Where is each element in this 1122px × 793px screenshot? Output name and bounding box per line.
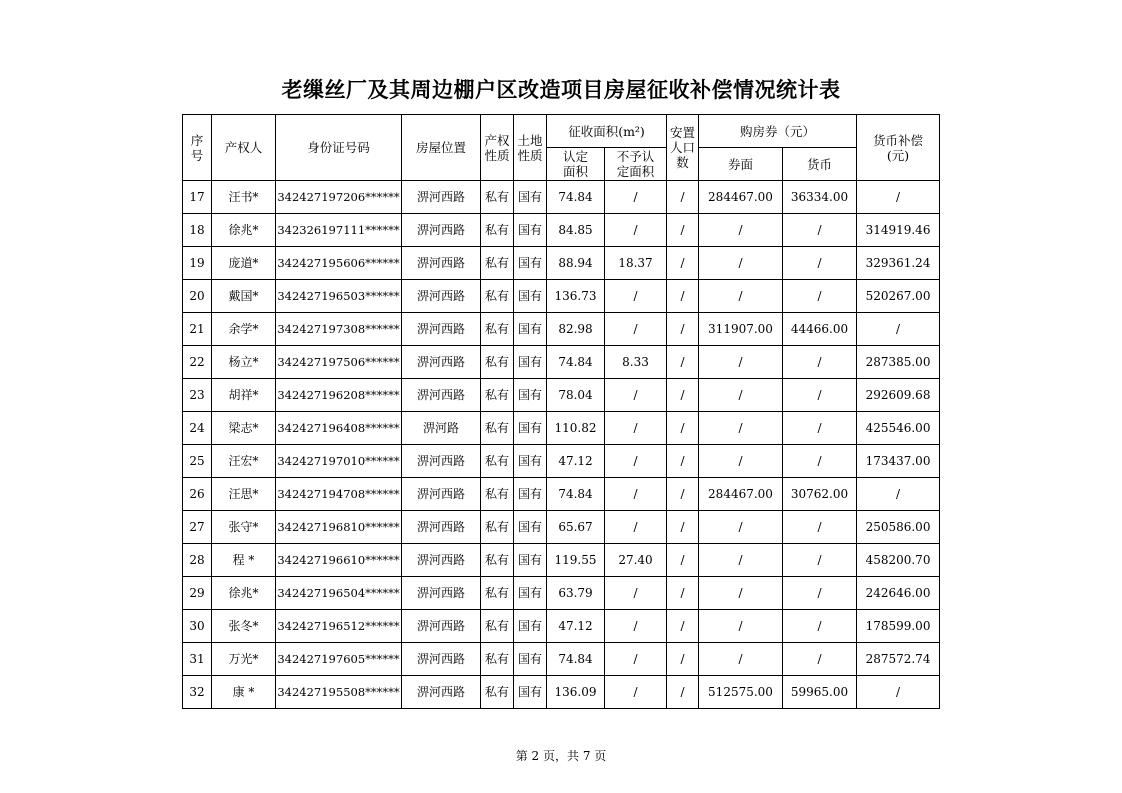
cell-id-number: 342427196503****** (276, 280, 402, 313)
cell-id-number: 342427197506****** (276, 346, 402, 379)
table-row (183, 214, 940, 247)
table-row (183, 643, 940, 676)
cell-location: 淠河路 (402, 412, 481, 445)
cell-location: 淠河西路 (402, 445, 481, 478)
cell-property-nature: 私有 (481, 247, 514, 280)
cell-voucher-cash: / (783, 445, 857, 478)
cell-voucher-face: / (699, 214, 783, 247)
cell-id-number: 342427194708****** (276, 478, 402, 511)
cell-seq: 28 (183, 544, 212, 577)
cell-area-uncertified: 27.40 (605, 544, 667, 577)
cell-voucher-face: / (699, 511, 783, 544)
cell-id-number: 342427196504****** (276, 577, 402, 610)
header-owner: 产权人 (212, 115, 276, 181)
cell-voucher-face: 512575.00 (699, 676, 783, 709)
cell-area-uncertified: / (605, 577, 667, 610)
header-area-uncertified: 不予认定面积 (605, 148, 667, 181)
cell-area-uncertified: / (605, 643, 667, 676)
table-row (183, 412, 940, 445)
cell-monetary-comp: 314919.46 (857, 214, 940, 247)
cell-resettled-people: / (667, 676, 699, 709)
cell-resettled-people: / (667, 247, 699, 280)
cell-resettled-people: / (667, 412, 699, 445)
cell-area-certified: 74.84 (547, 346, 605, 379)
cell-property-nature: 私有 (481, 610, 514, 643)
cell-land-nature: 国有 (514, 313, 547, 346)
cell-location: 淠河西路 (402, 181, 481, 214)
cell-id-number: 342427197010****** (276, 445, 402, 478)
cell-land-nature: 国有 (514, 280, 547, 313)
table-row (183, 676, 940, 709)
cell-location: 淠河西路 (402, 610, 481, 643)
cell-monetary-comp: / (857, 478, 940, 511)
cell-property-nature: 私有 (481, 676, 514, 709)
cell-resettled-people: / (667, 181, 699, 214)
cell-seq: 20 (183, 280, 212, 313)
cell-id-number: 342427196810****** (276, 511, 402, 544)
cell-land-nature: 国有 (514, 247, 547, 280)
cell-id-number: 342427197605****** (276, 643, 402, 676)
cell-voucher-face: / (699, 379, 783, 412)
cell-resettled-people: / (667, 346, 699, 379)
cell-owner: 梁志* (212, 412, 276, 445)
header-seq: 序号 (183, 115, 212, 181)
cell-owner: 胡祥* (212, 379, 276, 412)
cell-location: 淠河西路 (402, 280, 481, 313)
cell-voucher-face: / (699, 247, 783, 280)
cell-voucher-cash: / (783, 544, 857, 577)
cell-id-number: 342427196512****** (276, 610, 402, 643)
cell-area-certified: 84.85 (547, 214, 605, 247)
cell-id-number: 342427195508****** (276, 676, 402, 709)
cell-seq: 31 (183, 643, 212, 676)
table-row (183, 346, 940, 379)
cell-seq: 29 (183, 577, 212, 610)
header-id-number: 身份证号码 (276, 115, 402, 181)
cell-voucher-face: 311907.00 (699, 313, 783, 346)
cell-id-number: 342427197206****** (276, 181, 402, 214)
cell-id-number: 342326197111****** (276, 214, 402, 247)
cell-land-nature: 国有 (514, 346, 547, 379)
table-row (183, 544, 940, 577)
cell-location: 淠河西路 (402, 544, 481, 577)
cell-area-certified: 88.94 (547, 247, 605, 280)
cell-owner: 程 * (212, 544, 276, 577)
cell-land-nature: 国有 (514, 478, 547, 511)
cell-id-number: 342427196408****** (276, 412, 402, 445)
cell-resettled-people: / (667, 610, 699, 643)
cell-location: 淠河西路 (402, 313, 481, 346)
cell-seq: 32 (183, 676, 212, 709)
cell-voucher-face: / (699, 544, 783, 577)
cell-owner: 张冬* (212, 610, 276, 643)
header-land-nature: 土地性质 (514, 115, 547, 181)
cell-owner: 徐兆* (212, 577, 276, 610)
cell-voucher-cash: / (783, 577, 857, 610)
cell-owner: 余学* (212, 313, 276, 346)
cell-monetary-comp: 425546.00 (857, 412, 940, 445)
cell-land-nature: 国有 (514, 544, 547, 577)
cell-area-uncertified: / (605, 379, 667, 412)
cell-property-nature: 私有 (481, 313, 514, 346)
cell-monetary-comp: 287385.00 (857, 346, 940, 379)
cell-id-number: 342427196208****** (276, 379, 402, 412)
cell-voucher-cash: / (783, 379, 857, 412)
cell-voucher-cash: / (783, 214, 857, 247)
cell-area-certified: 110.82 (547, 412, 605, 445)
cell-property-nature: 私有 (481, 478, 514, 511)
cell-resettled-people: / (667, 544, 699, 577)
cell-property-nature: 私有 (481, 643, 514, 676)
cell-id-number: 342427197308****** (276, 313, 402, 346)
cell-area-certified: 74.84 (547, 478, 605, 511)
cell-seq: 23 (183, 379, 212, 412)
header-voucher-cash: 货币 (783, 148, 857, 181)
cell-area-uncertified: 18.37 (605, 247, 667, 280)
cell-area-certified: 47.12 (547, 610, 605, 643)
cell-monetary-comp: 329361.24 (857, 247, 940, 280)
cell-id-number: 342427196610****** (276, 544, 402, 577)
cell-seq: 19 (183, 247, 212, 280)
cell-voucher-face: / (699, 643, 783, 676)
cell-area-uncertified: / (605, 214, 667, 247)
cell-voucher-cash: / (783, 511, 857, 544)
cell-resettled-people: / (667, 280, 699, 313)
cell-location: 淠河西路 (402, 379, 481, 412)
cell-voucher-cash: / (783, 610, 857, 643)
cell-voucher-cash: 36334.00 (783, 181, 857, 214)
cell-area-uncertified: 8.33 (605, 346, 667, 379)
cell-resettled-people: / (667, 643, 699, 676)
cell-area-certified: 78.04 (547, 379, 605, 412)
table-row (183, 511, 940, 544)
header-monetary-comp: 货币补偿(元) (857, 115, 940, 181)
cell-voucher-cash: / (783, 247, 857, 280)
header-voucher-face: 券面 (699, 148, 783, 181)
cell-voucher-face: 284467.00 (699, 478, 783, 511)
cell-voucher-cash: / (783, 412, 857, 445)
cell-voucher-cash: 44466.00 (783, 313, 857, 346)
table-row (183, 478, 940, 511)
cell-property-nature: 私有 (481, 511, 514, 544)
cell-area-uncertified: / (605, 280, 667, 313)
cell-seq: 27 (183, 511, 212, 544)
cell-land-nature: 国有 (514, 379, 547, 412)
cell-area-certified: 136.73 (547, 280, 605, 313)
cell-property-nature: 私有 (481, 346, 514, 379)
cell-area-uncertified: / (605, 676, 667, 709)
cell-area-certified: 74.84 (547, 181, 605, 214)
table-row (183, 445, 940, 478)
cell-area-uncertified: / (605, 511, 667, 544)
header-voucher-group: 购房券（元） (699, 115, 857, 148)
header-location: 房屋位置 (402, 115, 481, 181)
cell-monetary-comp: 173437.00 (857, 445, 940, 478)
cell-area-certified: 119.55 (547, 544, 605, 577)
compensation-table (182, 114, 940, 709)
cell-location: 淠河西路 (402, 214, 481, 247)
cell-monetary-comp: 287572.74 (857, 643, 940, 676)
cell-property-nature: 私有 (481, 181, 514, 214)
cell-voucher-cash: / (783, 643, 857, 676)
cell-monetary-comp: / (857, 676, 940, 709)
cell-location: 淠河西路 (402, 643, 481, 676)
cell-property-nature: 私有 (481, 412, 514, 445)
cell-land-nature: 国有 (514, 676, 547, 709)
cell-area-uncertified: / (605, 412, 667, 445)
cell-seq: 21 (183, 313, 212, 346)
cell-seq: 17 (183, 181, 212, 214)
cell-area-uncertified: / (605, 445, 667, 478)
cell-land-nature: 国有 (514, 577, 547, 610)
cell-voucher-face: / (699, 280, 783, 313)
cell-land-nature: 国有 (514, 445, 547, 478)
cell-property-nature: 私有 (481, 280, 514, 313)
cell-voucher-face: / (699, 610, 783, 643)
cell-property-nature: 私有 (481, 379, 514, 412)
cell-owner: 徐兆* (212, 214, 276, 247)
cell-seq: 26 (183, 478, 212, 511)
cell-area-certified: 82.98 (547, 313, 605, 346)
cell-property-nature: 私有 (481, 577, 514, 610)
cell-property-nature: 私有 (481, 445, 514, 478)
cell-monetary-comp: 292609.68 (857, 379, 940, 412)
cell-area-uncertified: / (605, 610, 667, 643)
cell-voucher-face: / (699, 577, 783, 610)
table-row (183, 610, 940, 643)
cell-seq: 18 (183, 214, 212, 247)
cell-location: 淠河西路 (402, 346, 481, 379)
cell-monetary-comp: / (857, 313, 940, 346)
cell-area-uncertified: / (605, 181, 667, 214)
cell-area-certified: 136.09 (547, 676, 605, 709)
cell-resettled-people: / (667, 511, 699, 544)
cell-area-uncertified: / (605, 478, 667, 511)
cell-area-certified: 63.79 (547, 577, 605, 610)
cell-resettled-people: / (667, 379, 699, 412)
cell-monetary-comp: 520267.00 (857, 280, 940, 313)
cell-resettled-people: / (667, 445, 699, 478)
header-area-certified: 认定面积 (547, 148, 605, 181)
header-resettled-people: 安置人口数 (667, 115, 699, 181)
cell-voucher-face: / (699, 412, 783, 445)
cell-voucher-cash: / (783, 346, 857, 379)
cell-location: 淠河西路 (402, 577, 481, 610)
cell-seq: 24 (183, 412, 212, 445)
cell-resettled-people: / (667, 214, 699, 247)
cell-location: 淠河西路 (402, 676, 481, 709)
cell-seq: 30 (183, 610, 212, 643)
cell-monetary-comp: 458200.70 (857, 544, 940, 577)
cell-voucher-face: 284467.00 (699, 181, 783, 214)
cell-owner: 庞道* (212, 247, 276, 280)
cell-property-nature: 私有 (481, 214, 514, 247)
cell-location: 淠河西路 (402, 478, 481, 511)
cell-voucher-cash: 30762.00 (783, 478, 857, 511)
cell-area-uncertified: / (605, 313, 667, 346)
cell-voucher-cash: / (783, 280, 857, 313)
table-row (183, 247, 940, 280)
cell-owner: 张守* (212, 511, 276, 544)
cell-area-certified: 74.84 (547, 643, 605, 676)
cell-monetary-comp: 178599.00 (857, 610, 940, 643)
cell-monetary-comp: / (857, 181, 940, 214)
cell-location: 淠河西路 (402, 511, 481, 544)
cell-seq: 22 (183, 346, 212, 379)
table-row (183, 181, 940, 214)
table-row (183, 379, 940, 412)
header-area-group: 征收面积(m²) (547, 115, 667, 148)
cell-owner: 杨立* (212, 346, 276, 379)
page-title: 老缫丝厂及其周边棚户区改造项目房屋征收补偿情况统计表 (281, 78, 841, 102)
cell-resettled-people: / (667, 577, 699, 610)
cell-area-certified: 65.67 (547, 511, 605, 544)
cell-owner: 万光* (212, 643, 276, 676)
cell-voucher-face: / (699, 445, 783, 478)
cell-location: 淠河西路 (402, 247, 481, 280)
cell-owner: 汪思* (212, 478, 276, 511)
cell-land-nature: 国有 (514, 610, 547, 643)
cell-resettled-people: / (667, 313, 699, 346)
table-row (183, 280, 940, 313)
cell-owner: 戴国* (212, 280, 276, 313)
table-row (183, 313, 940, 346)
cell-voucher-cash: 59965.00 (783, 676, 857, 709)
page-number: 第 2 页，共 7 页 (515, 749, 607, 763)
cell-owner: 汪书* (212, 181, 276, 214)
cell-land-nature: 国有 (514, 643, 547, 676)
cell-land-nature: 国有 (514, 181, 547, 214)
cell-land-nature: 国有 (514, 511, 547, 544)
cell-monetary-comp: 242646.00 (857, 577, 940, 610)
header-property-nature: 产权性质 (481, 115, 514, 181)
cell-owner: 汪宏* (212, 445, 276, 478)
cell-monetary-comp: 250586.00 (857, 511, 940, 544)
cell-land-nature: 国有 (514, 412, 547, 445)
cell-property-nature: 私有 (481, 544, 514, 577)
cell-area-certified: 47.12 (547, 445, 605, 478)
cell-id-number: 342427195606****** (276, 247, 402, 280)
table-row (183, 577, 940, 610)
cell-seq: 25 (183, 445, 212, 478)
cell-voucher-face: / (699, 346, 783, 379)
cell-land-nature: 国有 (514, 214, 547, 247)
cell-owner: 康 * (212, 676, 276, 709)
cell-resettled-people: / (667, 478, 699, 511)
